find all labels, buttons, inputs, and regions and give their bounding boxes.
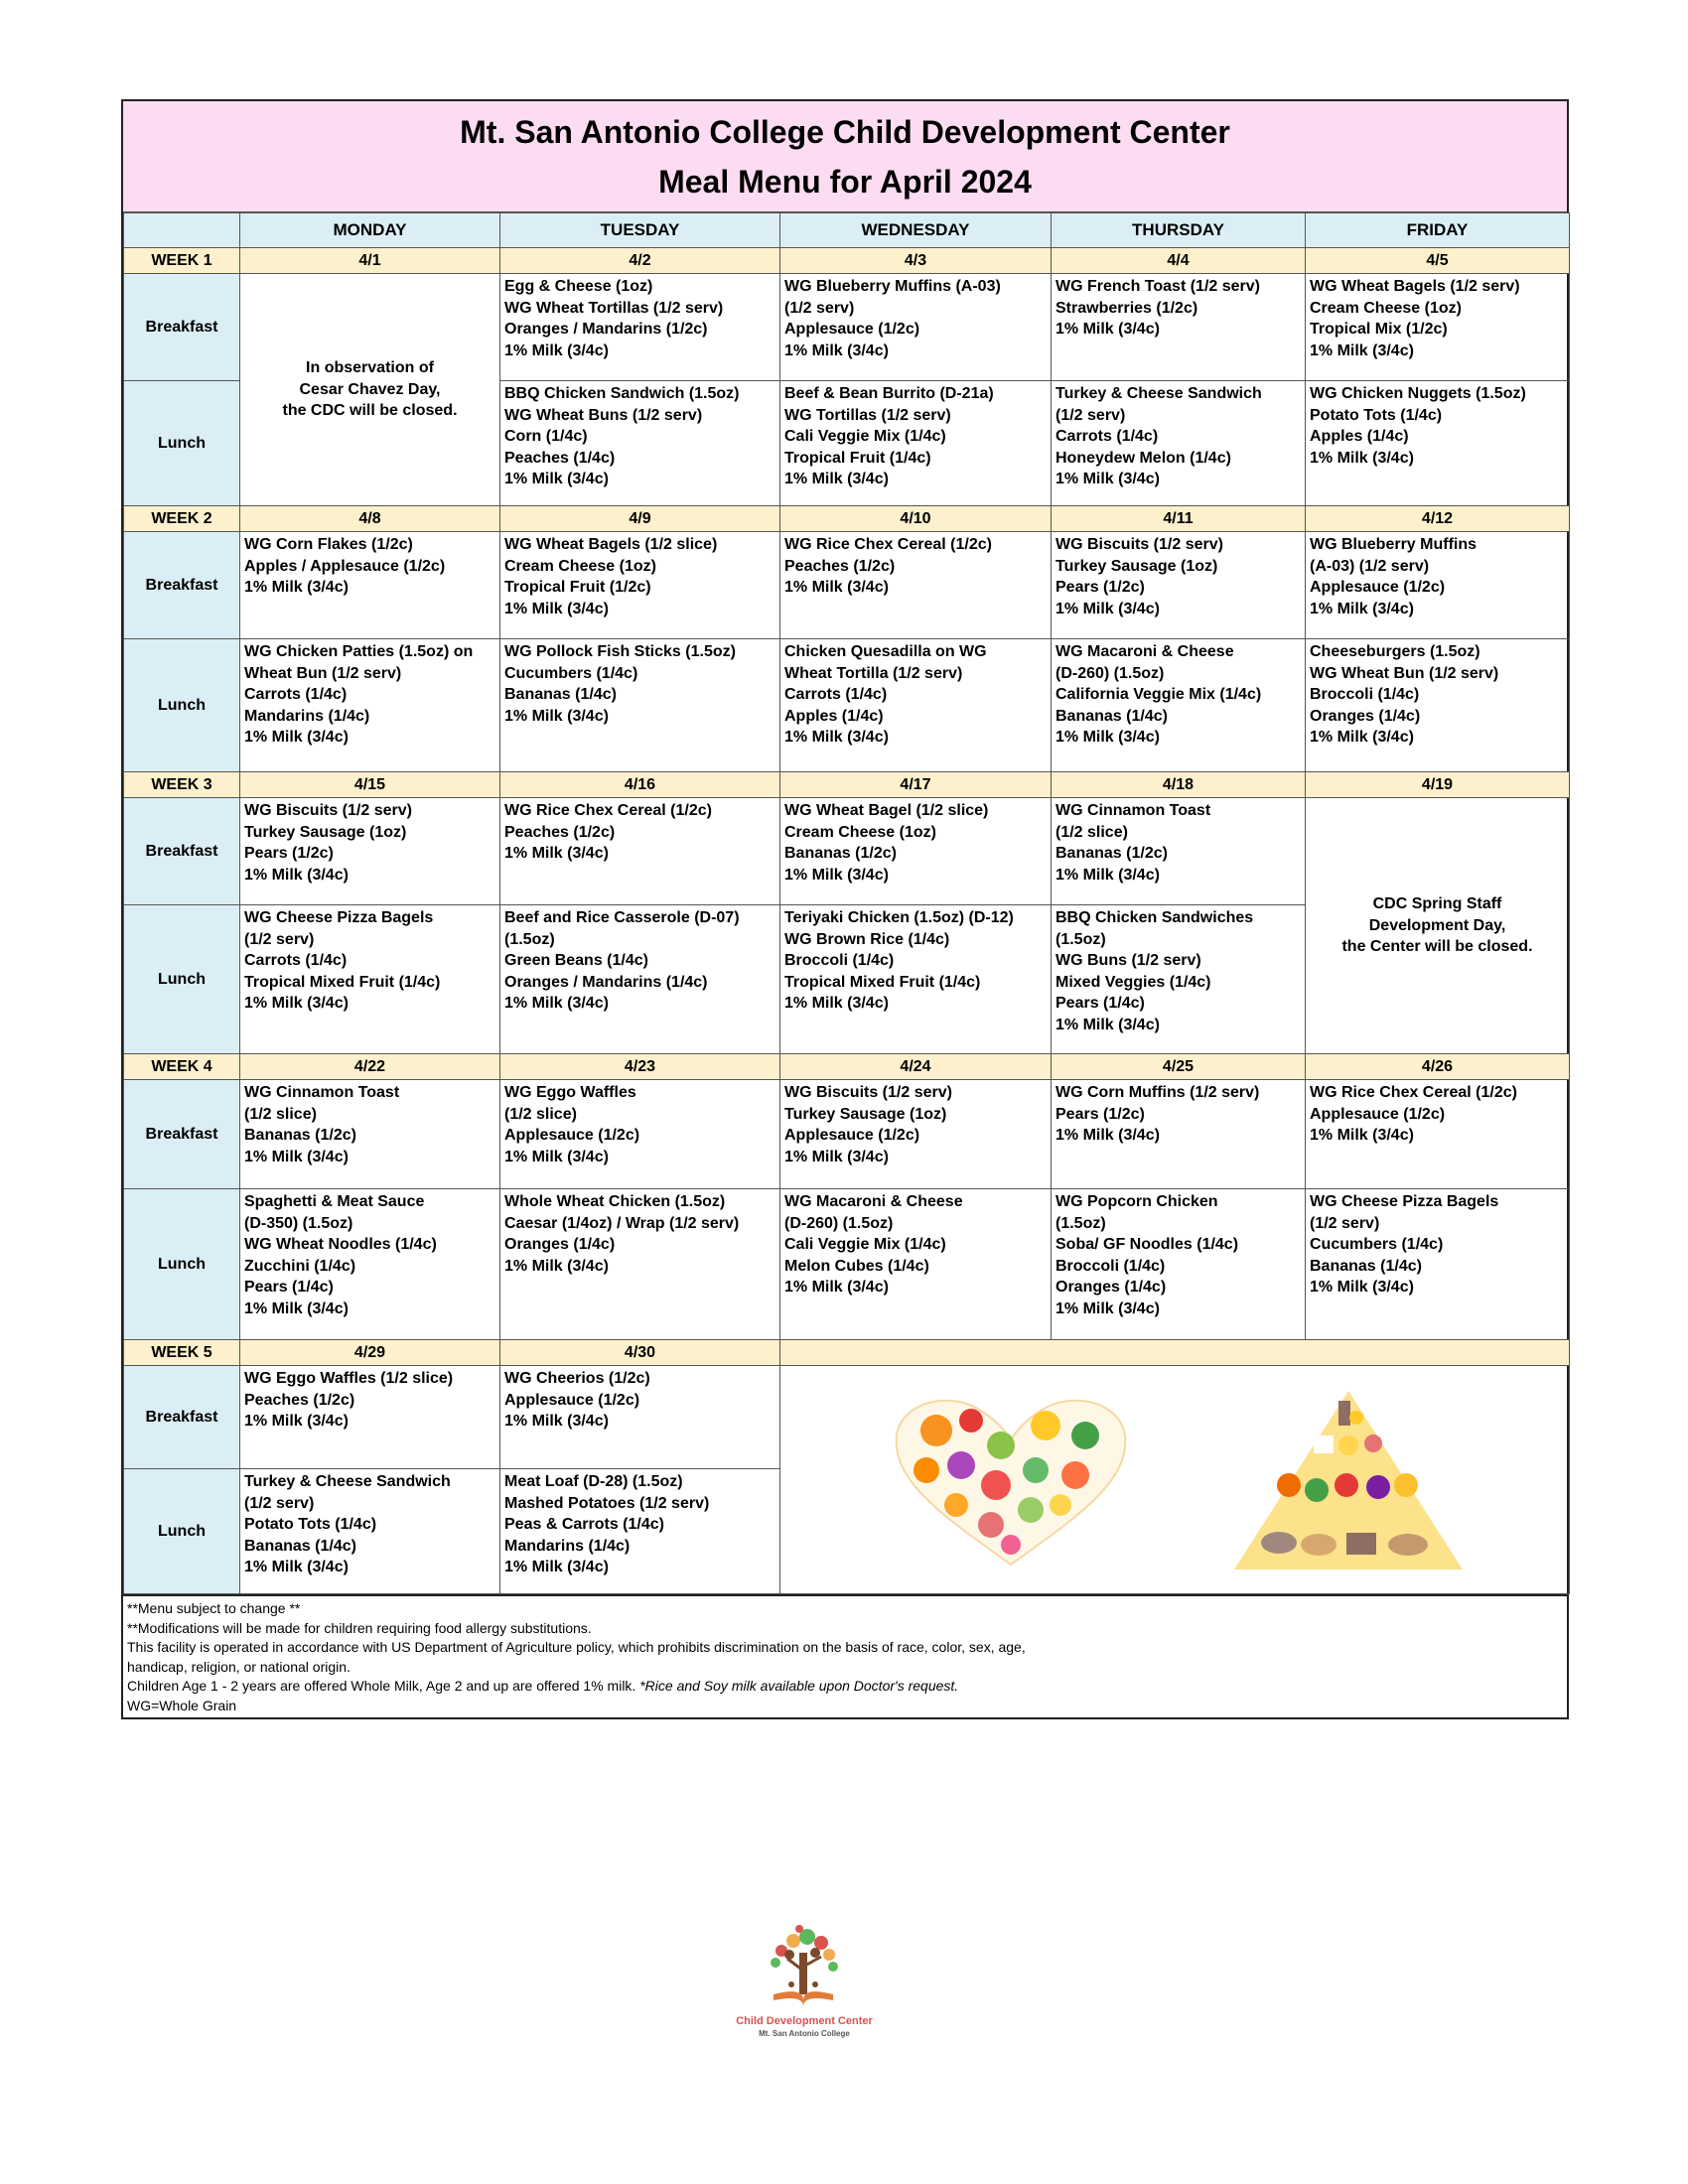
menu-item: Meat Loaf (D-28) (1.5oz) bbox=[504, 1473, 683, 1490]
menu-item: Egg & Cheese (1oz) bbox=[504, 278, 653, 295]
breakfast-label: Breakfast bbox=[124, 798, 240, 905]
breakfast-cell-tuesday bbox=[500, 274, 780, 381]
breakfast-cell-wednesday bbox=[780, 274, 1052, 381]
footer-allergy-note: **Modifications will be made for children requiring food allergy substitutions. bbox=[127, 1619, 592, 1636]
menu-item: (1/2 serv) bbox=[1310, 1214, 1380, 1232]
menu-item: Bananas (1/4c) bbox=[1055, 707, 1168, 725]
menu-item: 1% Milk (3/4c) bbox=[504, 600, 609, 617]
menu-item: Peas & Carrots (1/4c) bbox=[504, 1516, 664, 1533]
lunch-cell-thursday bbox=[1052, 905, 1306, 1054]
menu-item: Carrots (1/4c) bbox=[244, 952, 348, 969]
breakfast-cell-friday bbox=[1306, 274, 1570, 381]
menu-item: Oranges (1/4c) bbox=[504, 1236, 616, 1253]
menu-item: WG Cheese Pizza Bagels bbox=[1310, 1193, 1499, 1210]
breakfast-cell-friday bbox=[1306, 532, 1570, 639]
menu-item: Bananas (1/4c) bbox=[504, 686, 617, 703]
menu-item: Development Day, bbox=[1368, 916, 1506, 934]
menu-item: WG Cinnamon Toast bbox=[1055, 802, 1211, 819]
menu-item: Bananas (1/2c) bbox=[244, 1127, 356, 1144]
menu-item: WG Tortillas (1/2 serv) bbox=[784, 406, 951, 424]
breakfast-cell-thursday bbox=[1052, 798, 1306, 905]
date-cell: 4/1 bbox=[240, 248, 500, 274]
lunch-cell-thursday bbox=[1052, 1189, 1306, 1340]
menu-item: Honeydew Melon (1/4c) bbox=[1055, 449, 1231, 467]
menu-item: 1% Milk (3/4c) bbox=[504, 1559, 609, 1575]
menu-item: 1% Milk (3/4c) bbox=[784, 1279, 889, 1296]
menu-item: Applesauce (1/2c) bbox=[784, 321, 920, 338]
date-cell: 4/25 bbox=[1052, 1054, 1306, 1080]
menu-item: 1% Milk (3/4c) bbox=[504, 707, 609, 725]
menu-item: Pears (1/2c) bbox=[244, 845, 334, 862]
closure-notice bbox=[240, 274, 500, 506]
menu-sheet bbox=[121, 99, 1569, 1719]
menu-item: Tropical Mixed Fruit (1/4c) bbox=[784, 973, 981, 991]
week-header-row bbox=[124, 506, 1570, 532]
date-cell: 4/26 bbox=[1306, 1054, 1570, 1080]
menu-item: the CDC will be closed. bbox=[282, 402, 458, 420]
week-label: WEEK 3 bbox=[124, 772, 240, 798]
menu-item: 1% Milk (3/4c) bbox=[1310, 449, 1414, 467]
menu-item: 1% Milk (3/4c) bbox=[1055, 1016, 1160, 1033]
menu-item: Mandarins (1/4c) bbox=[244, 707, 370, 725]
menu-item: (1.5oz) bbox=[504, 930, 555, 948]
menu-item: WG Wheat Bagel (1/2 slice) bbox=[784, 802, 989, 819]
lunch-cell-monday bbox=[240, 639, 500, 772]
menu-item: Cream Cheese (1oz) bbox=[1310, 299, 1462, 317]
lunch-cell-wednesday bbox=[780, 905, 1052, 1054]
footer-usda-note-cont: handicap, religion, or national origin. bbox=[127, 1658, 351, 1675]
menu-item: Oranges / Mandarins (1/4c) bbox=[504, 973, 708, 991]
lunch-label: Lunch bbox=[124, 905, 240, 1054]
menu-item: Cali Veggie Mix (1/4c) bbox=[784, 428, 946, 445]
title-banner bbox=[123, 101, 1567, 212]
menu-item: Cucumbers (1/4c) bbox=[1310, 1236, 1444, 1253]
menu-item: Cream Cheese (1oz) bbox=[784, 823, 936, 841]
menu-item: Applesauce (1/2c) bbox=[504, 1391, 640, 1409]
lunch-label: Lunch bbox=[124, 381, 240, 506]
date-cell: 4/19 bbox=[1306, 772, 1570, 798]
menu-item: Corn (1/4c) bbox=[504, 428, 588, 445]
menu-item: Tropical Mix (1/2c) bbox=[1310, 321, 1448, 338]
date-cell-empty bbox=[780, 1340, 1570, 1366]
menu-item: BBQ Chicken Sandwich (1.5oz) bbox=[504, 385, 740, 402]
menu-item: WG Wheat Bun (1/2 serv) bbox=[1310, 664, 1499, 682]
date-cell: 4/30 bbox=[500, 1340, 780, 1366]
footer-usda-note: This facility is operated in accordance with US Department of Agriculture policy, which prohibits discrimination on the basis of race, color, sex, age, bbox=[127, 1639, 1026, 1655]
menu-item: 1% Milk (3/4c) bbox=[1310, 341, 1414, 359]
lunch-label: Lunch bbox=[124, 1469, 240, 1594]
day-header-wednesday: WEDNESDAY bbox=[780, 213, 1052, 248]
menu-item: 1% Milk (3/4c) bbox=[244, 579, 349, 596]
date-cell: 4/29 bbox=[240, 1340, 500, 1366]
date-cell: 4/3 bbox=[780, 248, 1052, 274]
day-header-row bbox=[124, 213, 1570, 248]
food-illustrations bbox=[780, 1366, 1570, 1594]
date-cell: 4/11 bbox=[1052, 506, 1306, 532]
menu-item: Broccoli (1/4c) bbox=[1055, 1257, 1166, 1275]
menu-item: WG Wheat Tortillas (1/2 serv) bbox=[504, 299, 724, 317]
footer-notes bbox=[123, 1594, 1567, 1717]
menu-item: In observation of bbox=[306, 359, 434, 377]
menu-item: 1% Milk (3/4c) bbox=[1310, 1127, 1414, 1144]
lunch-cell-friday bbox=[1306, 1189, 1570, 1340]
breakfast-cell-wednesday bbox=[780, 1080, 1052, 1189]
menu-item: Carrots (1/4c) bbox=[1055, 428, 1159, 445]
menu-item: Peaches (1/2c) bbox=[504, 823, 616, 841]
menu-item: WG Wheat Buns (1/2 serv) bbox=[504, 406, 703, 424]
breakfast-cell-thursday bbox=[1052, 1080, 1306, 1189]
breakfast-cell-thursday bbox=[1052, 274, 1306, 381]
menu-item: 1% Milk (3/4c) bbox=[504, 1413, 609, 1430]
menu-item: WG Macaroni & Cheese bbox=[1055, 643, 1234, 660]
menu-item: 1% Milk (3/4c) bbox=[784, 341, 889, 359]
menu-item: 1% Milk (3/4c) bbox=[504, 341, 609, 359]
menu-item: Tropical Fruit (1/4c) bbox=[784, 449, 931, 467]
menu-item: Caesar (1/4oz) / Wrap (1/2 serv) bbox=[504, 1214, 740, 1232]
breakfast-label: Breakfast bbox=[124, 1366, 240, 1469]
footer-change-note: **Menu subject to change ** bbox=[127, 1600, 301, 1616]
breakfast-row bbox=[124, 532, 1570, 639]
menu-item: 1% Milk (3/4c) bbox=[244, 866, 349, 884]
breakfast-row bbox=[124, 274, 1570, 381]
menu-item: WG Buns (1/2 serv) bbox=[1055, 952, 1201, 969]
menu-item: Apples / Applesauce (1/2c) bbox=[244, 557, 446, 575]
date-cell: 4/17 bbox=[780, 772, 1052, 798]
menu-item: 1% Milk (3/4c) bbox=[244, 729, 349, 746]
menu-item: Whole Wheat Chicken (1.5oz) bbox=[504, 1193, 726, 1210]
menu-item: Carrots (1/4c) bbox=[244, 686, 348, 703]
food-pyramid-icon bbox=[1229, 1386, 1468, 1574]
menu-item: Potato Tots (1/4c) bbox=[1310, 406, 1443, 424]
menu-item: 1% Milk (3/4c) bbox=[1310, 729, 1414, 746]
menu-item: 1% Milk (3/4c) bbox=[244, 1559, 349, 1575]
footer-milk-note: Children Age 1 - 2 years are offered Whole Milk, Age 2 and up are offered 1% milk. *Rice and Soy milk available upon Doctor's request. bbox=[127, 1678, 959, 1694]
lunch-cell-thursday bbox=[1052, 381, 1306, 506]
breakfast-cell-monday bbox=[240, 1080, 500, 1189]
lunch-cell-tuesday bbox=[500, 905, 780, 1054]
menu-item: Apples (1/4c) bbox=[1310, 428, 1409, 445]
breakfast-label: Breakfast bbox=[124, 1080, 240, 1189]
menu-item: Applesauce (1/2c) bbox=[1310, 1105, 1446, 1123]
lunch-cell-tuesday bbox=[500, 1189, 780, 1340]
logo-name: Child Development Center bbox=[736, 2015, 873, 2027]
menu-item: Applesauce (1/2c) bbox=[1310, 579, 1446, 596]
menu-item: Mashed Potatoes (1/2 serv) bbox=[504, 1494, 710, 1512]
week-header-row bbox=[124, 248, 1570, 274]
menu-item: (1.5oz) bbox=[1055, 930, 1106, 948]
lunch-row bbox=[124, 639, 1570, 772]
menu-item: WG Rice Chex Cereal (1/2c) bbox=[504, 802, 712, 819]
menu-item: WG Popcorn Chicken bbox=[1055, 1193, 1218, 1210]
lunch-cell-friday bbox=[1306, 639, 1570, 772]
menu-item: Teriyaki Chicken (1.5oz) (D-12) bbox=[784, 909, 1014, 926]
date-cell: 4/5 bbox=[1306, 248, 1570, 274]
menu-item: Bananas (1/4c) bbox=[1310, 1257, 1422, 1275]
breakfast-cell-tuesday bbox=[500, 1080, 780, 1189]
menu-item: (1/2 slice) bbox=[504, 1105, 577, 1123]
menu-item: 1% Milk (3/4c) bbox=[1055, 1127, 1160, 1144]
lunch-cell-wednesday bbox=[780, 1189, 1052, 1340]
lunch-cell-tuesday bbox=[500, 381, 780, 506]
menu-item: 1% Milk (3/4c) bbox=[1055, 866, 1160, 884]
menu-item: WG Macaroni & Cheese bbox=[784, 1193, 963, 1210]
date-cell: 4/22 bbox=[240, 1054, 500, 1080]
date-cell: 4/18 bbox=[1052, 772, 1306, 798]
menu-item: 1% Milk (3/4c) bbox=[1055, 321, 1160, 338]
menu-item: Turkey & Cheese Sandwich bbox=[244, 1473, 451, 1490]
lunch-cell-monday bbox=[240, 905, 500, 1054]
menu-item: Broccoli (1/4c) bbox=[1310, 686, 1420, 703]
lunch-label: Lunch bbox=[124, 639, 240, 772]
breakfast-cell-monday bbox=[240, 532, 500, 639]
lunch-cell-wednesday bbox=[780, 381, 1052, 506]
menu-item: (1/2 serv) bbox=[244, 1494, 315, 1512]
menu-item: Melon Cubes (1/4c) bbox=[784, 1257, 929, 1275]
menu-item: 1% Milk (3/4c) bbox=[1055, 600, 1160, 617]
menu-item: Pears (1/4c) bbox=[1055, 995, 1145, 1012]
menu-item: Cesar Chavez Day, bbox=[299, 380, 441, 398]
menu-item: Mixed Veggies (1/4c) bbox=[1055, 973, 1211, 991]
menu-item: (1/2 serv) bbox=[784, 299, 855, 317]
lunch-cell-monday bbox=[240, 1189, 500, 1340]
menu-item: WG Cheese Pizza Bagels bbox=[244, 909, 434, 926]
date-cell: 4/12 bbox=[1306, 506, 1570, 532]
cdc-logo bbox=[730, 1911, 879, 2050]
menu-item: 1% Milk (3/4c) bbox=[504, 1257, 609, 1275]
menu-item: 1% Milk (3/4c) bbox=[244, 1413, 349, 1430]
lunch-cell-tuesday bbox=[500, 1469, 780, 1594]
menu-item: BBQ Chicken Sandwiches bbox=[1055, 909, 1254, 926]
menu-item: Pears (1/2c) bbox=[1055, 579, 1145, 596]
menu-item: (1.5oz) bbox=[1055, 1214, 1106, 1232]
menu-item: Beef & Bean Burrito (D-21a) bbox=[784, 385, 994, 402]
menu-item: WG Rice Chex Cereal (1/2c) bbox=[784, 536, 992, 553]
menu-item: Cucumbers (1/4c) bbox=[504, 664, 638, 682]
breakfast-label: Breakfast bbox=[124, 532, 240, 639]
breakfast-row bbox=[124, 798, 1570, 905]
breakfast-row bbox=[124, 1080, 1570, 1189]
menu-item: Spaghetti & Meat Sauce bbox=[244, 1193, 425, 1210]
menu-item: 1% Milk (3/4c) bbox=[244, 995, 349, 1012]
page-subtitle: Meal Menu for April 2024 bbox=[658, 164, 1032, 200]
menu-item: WG Biscuits (1/2 serv) bbox=[1055, 536, 1223, 553]
menu-item: WG Biscuits (1/2 serv) bbox=[244, 802, 412, 819]
menu-item: CDC Spring Staff bbox=[1372, 895, 1502, 913]
breakfast-cell-tuesday bbox=[500, 532, 780, 639]
menu-item: Broccoli (1/4c) bbox=[784, 952, 895, 969]
menu-item: Pears (1/4c) bbox=[244, 1279, 334, 1296]
menu-item: Potato Tots (1/4c) bbox=[244, 1516, 377, 1533]
menu-item: 1% Milk (3/4c) bbox=[1055, 729, 1160, 746]
day-header-tuesday: TUESDAY bbox=[500, 213, 780, 248]
lunch-cell-monday bbox=[240, 1469, 500, 1594]
menu-item: WG Blueberry Muffins bbox=[1310, 536, 1477, 553]
date-cell: 4/23 bbox=[500, 1054, 780, 1080]
week-label: WEEK 1 bbox=[124, 248, 240, 274]
menu-item: WG Chicken Patties (1.5oz) on bbox=[244, 643, 474, 660]
menu-item: Tropical Fruit (1/2c) bbox=[504, 579, 651, 596]
lunch-cell-tuesday bbox=[500, 639, 780, 772]
menu-item: Pears (1/2c) bbox=[1055, 1105, 1145, 1123]
menu-item: Strawberries (1/2c) bbox=[1055, 299, 1198, 317]
date-cell: 4/9 bbox=[500, 506, 780, 532]
menu-item: (1/2 serv) bbox=[244, 930, 315, 948]
week-header-row bbox=[124, 772, 1570, 798]
menu-item: Soba/ GF Noodles (1/4c) bbox=[1055, 1236, 1239, 1253]
menu-item: WG Chicken Nuggets (1.5oz) bbox=[1310, 385, 1526, 402]
menu-item: 1% Milk (3/4c) bbox=[784, 579, 889, 596]
menu-item: 1% Milk (3/4c) bbox=[504, 471, 609, 487]
menu-item: Zucchini (1/4c) bbox=[244, 1257, 356, 1275]
menu-item: Bananas (1/2c) bbox=[1055, 845, 1168, 862]
menu-item: (D-350) (1.5oz) bbox=[244, 1214, 353, 1232]
menu-item: Chicken Quesadilla on WG bbox=[784, 643, 987, 660]
date-cell: 4/10 bbox=[780, 506, 1052, 532]
lunch-row bbox=[124, 1189, 1570, 1340]
menu-item: Applesauce (1/2c) bbox=[504, 1127, 640, 1144]
menu-item: WG Brown Rice (1/4c) bbox=[784, 930, 950, 948]
logo-college: Mt. San Antonio College bbox=[759, 2029, 850, 2038]
menu-item: WG French Toast (1/2 serv) bbox=[1055, 278, 1260, 295]
breakfast-cell-thursday bbox=[1052, 532, 1306, 639]
menu-item: Cheeseburgers (1.5oz) bbox=[1310, 643, 1480, 660]
menu-item: WG Cheerios (1/2c) bbox=[504, 1370, 650, 1387]
menu-item: WG Corn Muffins (1/2 serv) bbox=[1055, 1084, 1260, 1101]
menu-item: 1% Milk (3/4c) bbox=[1055, 1299, 1160, 1317]
menu-item: 1% Milk (3/4c) bbox=[504, 995, 609, 1012]
menu-item: 1% Milk (3/4c) bbox=[784, 729, 889, 746]
fruit-heart-icon bbox=[882, 1386, 1140, 1574]
menu-item: WG Eggo Waffles bbox=[504, 1084, 636, 1101]
menu-item: Peaches (1/2c) bbox=[244, 1391, 355, 1409]
breakfast-label: Breakfast bbox=[124, 274, 240, 381]
menu-item: (1/2 serv) bbox=[1055, 406, 1126, 424]
menu-item: Bananas (1/4c) bbox=[244, 1537, 356, 1555]
menu-item: Oranges (1/4c) bbox=[1310, 707, 1421, 725]
menu-item: Carrots (1/4c) bbox=[784, 686, 888, 703]
closure-notice bbox=[1306, 798, 1570, 1054]
date-cell: 4/15 bbox=[240, 772, 500, 798]
menu-item: Cream Cheese (1oz) bbox=[504, 557, 656, 575]
menu-item: 1% Milk (3/4c) bbox=[1310, 600, 1414, 617]
menu-item: WG Eggo Waffles (1/2 slice) bbox=[244, 1370, 454, 1387]
breakfast-cell-tuesday bbox=[500, 1366, 780, 1469]
date-cell: 4/2 bbox=[500, 248, 780, 274]
menu-item: WG Blueberry Muffins (A-03) bbox=[784, 278, 1001, 295]
menu-item: Peaches (1/4c) bbox=[504, 449, 616, 467]
page-title: Mt. San Antonio College Child Development Center bbox=[460, 114, 1230, 150]
footer-wg-note: WG=Whole Grain bbox=[127, 1697, 237, 1713]
menu-item: Applesauce (1/2c) bbox=[784, 1127, 920, 1144]
menu-item: (A-03) (1/2 serv) bbox=[1310, 557, 1430, 575]
menu-item: Oranges / Mandarins (1/2c) bbox=[504, 321, 708, 338]
menu-item: Wheat Bun (1/2 serv) bbox=[244, 664, 402, 682]
breakfast-cell-tuesday bbox=[500, 798, 780, 905]
date-cell: 4/24 bbox=[780, 1054, 1052, 1080]
menu-item: (1/2 slice) bbox=[1055, 823, 1128, 841]
menu-item: 1% Milk (3/4c) bbox=[1310, 1279, 1414, 1296]
week-label: WEEK 4 bbox=[124, 1054, 240, 1080]
menu-item: WG Cinnamon Toast bbox=[244, 1084, 400, 1101]
menu-item: Beef and Rice Casserole (D-07) bbox=[504, 909, 740, 926]
menu-item: Turkey Sausage (1oz) bbox=[784, 1105, 947, 1123]
menu-item: Turkey Sausage (1oz) bbox=[244, 823, 407, 841]
child-figure-icon bbox=[788, 1981, 794, 1987]
footer-soy-note: *Rice and Soy milk available upon Doctor's request. bbox=[639, 1678, 959, 1694]
menu-item: 1% Milk (3/4c) bbox=[784, 1148, 889, 1165]
menu-item: Bananas (1/2c) bbox=[784, 845, 897, 862]
menu-item: California Veggie Mix (1/4c) bbox=[1055, 686, 1262, 703]
menu-item: 1% Milk (3/4c) bbox=[244, 1148, 349, 1165]
menu-item: WG Pollock Fish Sticks (1.5oz) bbox=[504, 643, 736, 660]
menu-item: 1% Milk (3/4c) bbox=[784, 995, 889, 1012]
day-header-friday: FRIDAY bbox=[1306, 213, 1570, 248]
menu-item: Tropical Mixed Fruit (1/4c) bbox=[244, 973, 441, 991]
corner-cell bbox=[124, 213, 240, 248]
menu-item: 1% Milk (3/4c) bbox=[784, 471, 889, 487]
menu-item: WG Wheat Bagels (1/2 slice) bbox=[504, 536, 718, 553]
menu-item: Apples (1/4c) bbox=[784, 707, 884, 725]
menu-item: 1% Milk (3/4c) bbox=[244, 1299, 349, 1317]
menu-item: 1% Milk (3/4c) bbox=[1055, 471, 1160, 487]
menu-item: 1% Milk (3/4c) bbox=[504, 1148, 609, 1165]
menu-item: WG Rice Chex Cereal (1/2c) bbox=[1310, 1084, 1517, 1101]
menu-item: WG Wheat Bagels (1/2 serv) bbox=[1310, 278, 1520, 295]
child-figure-icon bbox=[812, 1981, 818, 1987]
week-label: WEEK 5 bbox=[124, 1340, 240, 1366]
day-header-monday: MONDAY bbox=[240, 213, 500, 248]
date-cell: 4/16 bbox=[500, 772, 780, 798]
menu-item: Green Beans (1/4c) bbox=[504, 952, 648, 969]
menu-table bbox=[123, 212, 1570, 1594]
menu-item: (D-260) (1.5oz) bbox=[784, 1214, 894, 1232]
week-header-row bbox=[124, 1340, 1570, 1366]
lunch-label: Lunch bbox=[124, 1189, 240, 1340]
breakfast-cell-monday bbox=[240, 1366, 500, 1469]
menu-item: WG Corn Flakes (1/2c) bbox=[244, 536, 413, 553]
breakfast-cell-wednesday bbox=[780, 532, 1052, 639]
menu-item: (D-260) (1.5oz) bbox=[1055, 664, 1165, 682]
menu-item: Turkey & Cheese Sandwich bbox=[1055, 385, 1262, 402]
menu-item: Cali Veggie Mix (1/4c) bbox=[784, 1236, 946, 1253]
week-header-row bbox=[124, 1054, 1570, 1080]
menu-item: Oranges (1/4c) bbox=[1055, 1279, 1167, 1296]
tree-icon bbox=[771, 1925, 838, 1994]
menu-item: WG Biscuits (1/2 serv) bbox=[784, 1084, 952, 1101]
breakfast-row bbox=[124, 1366, 1570, 1469]
date-cell: 4/4 bbox=[1052, 248, 1306, 274]
menu-item: Mandarins (1/4c) bbox=[504, 1537, 631, 1555]
menu-item: the Center will be closed. bbox=[1341, 938, 1533, 956]
lunch-cell-thursday bbox=[1052, 639, 1306, 772]
breakfast-cell-wednesday bbox=[780, 798, 1052, 905]
breakfast-cell-friday bbox=[1306, 1080, 1570, 1189]
menu-item: Wheat Tortilla (1/2 serv) bbox=[784, 664, 963, 682]
week-label: WEEK 2 bbox=[124, 506, 240, 532]
lunch-cell-wednesday bbox=[780, 639, 1052, 772]
day-header-thursday: THURSDAY bbox=[1052, 213, 1306, 248]
menu-item: 1% Milk (3/4c) bbox=[504, 845, 609, 862]
breakfast-cell-monday bbox=[240, 798, 500, 905]
menu-item: 1% Milk (3/4c) bbox=[784, 866, 889, 884]
menu-item: Turkey Sausage (1oz) bbox=[1055, 557, 1218, 575]
date-cell: 4/8 bbox=[240, 506, 500, 532]
lunch-cell-friday bbox=[1306, 381, 1570, 506]
menu-item: WG Wheat Noodles (1/4c) bbox=[244, 1236, 437, 1253]
menu-item: (1/2 slice) bbox=[244, 1105, 317, 1123]
menu-item: Peaches (1/2c) bbox=[784, 557, 896, 575]
